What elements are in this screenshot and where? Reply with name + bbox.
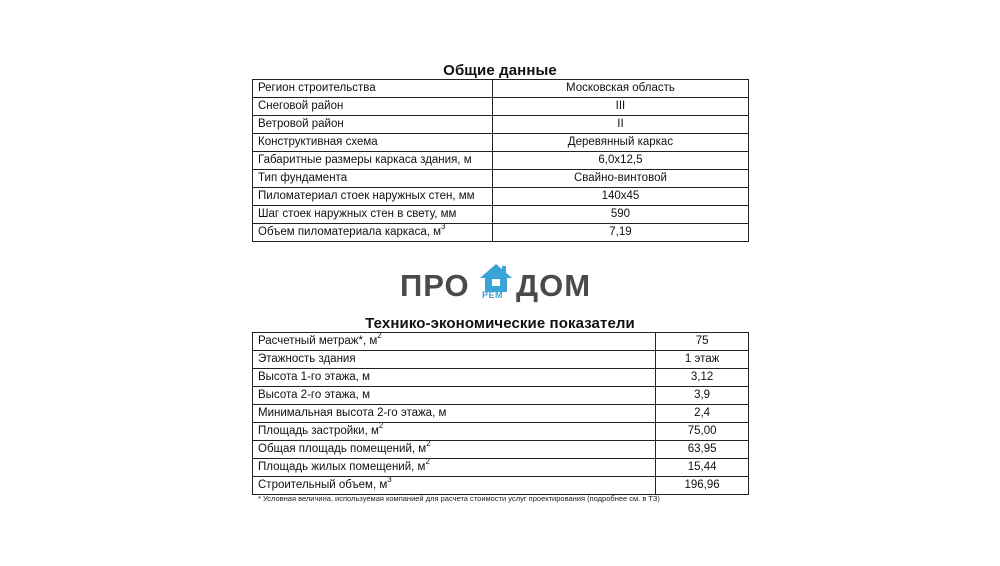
row-label [253,351,656,369]
row-label-text: Высота 1-го этажа, м [258,371,370,383]
row-label [253,459,656,477]
table-row [253,170,749,188]
tech-indicators-title: Технико-экономические показатели [365,315,635,332]
table-row [253,333,749,351]
table-row [253,80,749,98]
row-value: 140х45 [492,188,748,206]
table-row [253,98,749,116]
row-label [253,423,656,441]
table-row [253,116,749,134]
row-label-text: Общая площадь помещений, м [258,443,427,455]
row-label [253,369,656,387]
row-label [253,333,656,351]
row-value: 1 этаж [656,351,749,369]
table-row [253,459,749,477]
table-row [253,351,749,369]
tech-indicators-table [252,332,749,495]
table-row [253,224,749,242]
row-label [253,116,493,134]
unit-exponent: 3 [441,223,446,232]
row-label-text: Строительный объем, м [258,479,388,491]
general-data-title: Общие данные [443,62,557,79]
unit-exponent: 2 [426,440,431,449]
row-label [253,80,493,98]
row-label-text: Шаг стоек наружных стен в свету, мм [258,208,457,220]
row-label [253,152,493,170]
row-label-text: Пиломатериал стоек наружных стен, мм [258,190,475,202]
row-label-text: Минимальная высота 2-го этажа, м [258,407,447,419]
unit-exponent: 2 [377,332,382,341]
table-row [253,134,749,152]
row-value: Деревянный каркас [492,134,748,152]
table-row [253,152,749,170]
prodom-logo [398,262,608,308]
row-value: Свайно-винтовой [492,170,748,188]
row-label [253,441,656,459]
row-value: Московская область [492,80,748,98]
row-label-text: Объем пиломатериала каркаса, м [258,226,442,238]
row-label [253,387,656,405]
row-value: 2,4 [656,405,749,423]
row-label [253,170,493,188]
logo-word-right: ДОМ [516,268,592,303]
row-label [253,224,493,242]
row-label-text: Конструктивная схема [258,136,378,148]
row-label-text: Ветровой район [258,118,344,130]
logo-small-text: РЕМ [482,290,504,300]
table-row [253,188,749,206]
row-value: 7,19 [492,224,748,242]
table-row [253,206,749,224]
row-label [253,188,493,206]
row-label [253,134,493,152]
unit-exponent: 3 [387,476,392,485]
logo-word-left: ПРО [400,268,470,303]
unit-exponent: 2 [378,422,384,431]
row-value: 75 [656,333,749,351]
row-label-text: Габаритные размеры каркаса здания, м [258,154,472,166]
unit-exponent: 2 [425,458,430,467]
row-value: 196,96 [656,477,749,495]
row-value: 3,9 [656,387,749,405]
row-label [253,206,493,224]
table-row [253,405,749,423]
row-value: II [492,116,748,134]
row-label [253,98,493,116]
row-label-text: Расчетный метраж*, м [258,335,378,347]
row-label-text: Площадь жилых помещений, м [258,461,426,473]
footnote: * Условная величина, используемая компанией для расчета стоимости услуг проектирования (подробнее см. в ТЗ) [258,494,660,503]
table-row [253,423,749,441]
row-label-text: Тип фундамента [258,172,348,184]
row-label-text: Высота 2-го этажа, м [258,389,370,401]
table-row [253,477,749,495]
row-label-text: Регион строительства [258,82,376,94]
row-value: 590 [492,206,748,224]
row-label [253,477,656,495]
row-value: 3,12 [656,369,749,387]
table-row [253,441,749,459]
row-label [253,405,656,423]
row-value: 6,0х12,5 [492,152,748,170]
row-value: 75,00 [656,423,749,441]
row-label-text: Снеговой район [258,100,344,112]
row-label-text: Этажность здания [258,353,356,365]
row-value: III [492,98,748,116]
row-value: 15,44 [656,459,749,477]
row-label-text: Площадь застройки, м [258,425,379,437]
row-value: 63,95 [656,441,749,459]
table-row [253,369,749,387]
general-data-table [252,79,749,242]
table-row [253,387,749,405]
